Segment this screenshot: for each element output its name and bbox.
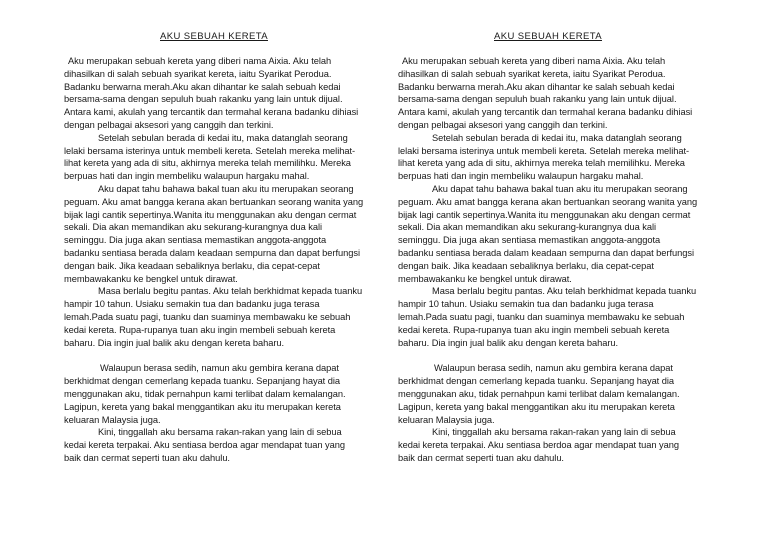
paragraph-1: Aku merupakan sebuah kereta yang diberi nama Aixia. Aku telah dihasilkan di salah sebuah syarikat kereta, iaitu Syarikat Perodua. Badanku berwarna merah.Aku akan dihantar ke salah sebuah kedai bersama-sama dengan sepuluh buah rakanku yang lain untuk dijual. Antara kami, akulah yang tercantik dan termahal kerana badanku dihiasi dengan pelbagai aksesori yang canggih dan terkini. [64,56,359,130]
paragraph-5: Walaupun berasa sedih, namun aku gembira kerana dapat berkhidmat dengan cemerlang kepada tuanku. Sepanjang hayat dia menggunakan aku, tidak pernahpun kami terlibat dalam kemalangan. Lagipun, kereta yang bakal menggantikan aku itu merupakan kereta keluaran Malaysia juga. [398,363,680,425]
paragraph-3: Aku dapat tahu bahawa bakal tuan aku itu merupakan seorang peguam. Aku amat bangga kerana akan bertuankan seorang wanita yang bijak lagi cantik sepertinya.Wanita itu menggunakan aku dengan cermat sekali. Dia akan memandikan aku sekurang-kurangnya dua kali seminggu. Dia juga akan sentiasa memastikan anggota-anggota badanku sentiasa berada dalam keadaan sempurna dan dapat berfungsi dengan baik. Jika keadaan sebaliknya berlaku, dia cepat-cepat membawakanku ke bengkel untuk dirawat. [64,183,364,284]
page-right [398,0,698,543]
page-title: AKU SEBUAH KERETA [160,31,268,42]
paragraph-2: Setelah sebulan berada di kedai itu, maka datanglah seorang lelaki bersama isterinya untuk membeli kereta. Setelah mereka melihat-lihat kereta yang ada di situ, akhirnya mereka telah memilihku. Mereka berpuas hati dan ingin membeliku walaupun hargaku mahal. [398,132,690,182]
paragraph-4: Masa berlalu begitu pantas. Aku telah berkhidmat kepada tuanku hampir 10 tahun. Usiaku semakin tua dan badanku juga terasa lemah.Pada suatu pagi, tuanku dan suaminya membawaku ke sebuah kedai kereta. Rupa-rupanya tuan aku ingin membeli sebuah kereta baharu. Dia ingin jual balik aku dengan kereta baharu. [64,286,363,348]
paragraph-1: Aku merupakan sebuah kereta yang diberi nama Aixia. Aku telah dihasilkan di salah sebuah syarikat kereta, iaitu Syarikat Perodua. Badanku berwarna merah.Aku akan dihantar ke salah sebuah kedai bersama-sama dengan sepuluh buah rakanku yang lain untuk dijual. Antara kami, akulah yang tercantik dan termahal kerana badanku dihiasi dengan pelbagai aksesori yang canggih dan terkini. [398,56,693,130]
paragraph-3: Aku dapat tahu bahawa bakal tuan aku itu merupakan seorang peguam. Aku amat bangga kerana akan bertuankan seorang wanita yang bijak lagi cantik sepertinya.Wanita itu menggunakan aku dengan cermat sekali. Dia akan memandikan aku sekurang-kurangnya dua kali seminggu. Dia juga akan sentiasa memastikan anggota-anggota badanku sentiasa berada dalam keadaan sempurna dan dapat berfungsi dengan baik. Jika keadaan sebaliknya berlaku, dia cepat-cepat membawakanku ke bengkel untuk dirawat. [398,183,698,284]
paragraph-6: Kini, tinggallah aku bersama rakan-rakan yang lain di sebua kedai kereta terpakai. Aku sentiasa berdoa agar mendapat tuan yang baik dan cermat seperti tuan aku dahulu. [398,427,679,463]
page-left [64,0,364,543]
paragraph-4: Masa berlalu begitu pantas. Aku telah berkhidmat kepada tuanku hampir 10 tahun. Usiaku semakin tua dan badanku juga terasa lemah.Pada suatu pagi, tuanku dan suaminya membawaku ke sebuah kedai kereta. Rupa-rupanya tuan aku ingin membeli sebuah kereta baharu. Dia ingin jual balik aku dengan kereta baharu. [398,286,697,348]
page-title: AKU SEBUAH KERETA [494,31,602,42]
paragraph-6: Kini, tinggallah aku bersama rakan-rakan yang lain di sebua kedai kereta terpakai. Aku sentiasa berdoa agar mendapat tuan yang baik dan cermat seperti tuan aku dahulu. [64,427,345,463]
paragraph-5: Walaupun berasa sedih, namun aku gembira kerana dapat berkhidmat dengan cemerlang kepada tuanku. Sepanjang hayat dia menggunakan aku, tidak pernahpun kami terlibat dalam kemalangan. Lagipun, kereta yang bakal menggantikan aku itu merupakan kereta keluaran Malaysia juga. [64,363,346,425]
essay-body [64,55,364,465]
essay-body [398,55,698,465]
paragraph-2: Setelah sebulan berada di kedai itu, maka datanglah seorang lelaki bersama isterinya untuk membeli kereta. Setelah mereka melihat-lihat kereta yang ada di situ, akhirnya mereka telah memilihku. Mereka berpuas hati dan ingin membeliku walaupun hargaku mahal. [64,132,356,182]
